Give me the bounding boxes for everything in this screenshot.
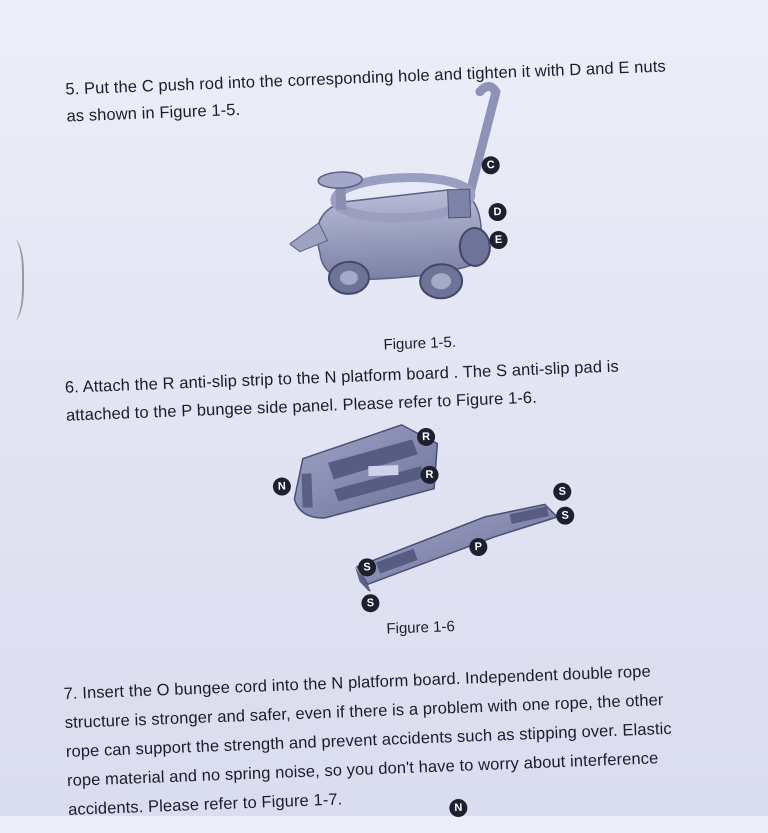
label-s-bottom-badge: S — [361, 594, 380, 613]
step7-line3: rope can support the strength and prevent accidents such as stipping over. Elastic — [65, 719, 673, 762]
label-n-badge: N — [273, 477, 292, 496]
label-r-top-badge: R — [417, 428, 436, 447]
step7-line5: accidents. Please refer to Figure 1-7. — [67, 790, 343, 819]
figure-1-6-caption: Figure 1-6 — [386, 618, 456, 638]
step7-line1: 7. Insert the O bungee cord into the N platform board. Independent double rope — [63, 662, 652, 704]
label-n-figure-1-7-badge: N — [449, 799, 468, 818]
label-s-mid-badge: S — [358, 558, 377, 577]
figure-1-5-caption: Figure 1-5. — [383, 333, 457, 354]
figure-1-5-car-illustration — [283, 74, 552, 314]
label-c-badge: C — [481, 156, 500, 175]
step5-line1: 5. Put the C push rod into the corresponding hole and tighten it with D and E nuts — [65, 57, 667, 99]
label-e-badge: E — [489, 231, 508, 250]
label-s-right2-badge: S — [556, 506, 575, 525]
label-s-right1-badge: S — [553, 482, 572, 501]
step6-line2: attached to the P bungee side panel. Please refer to Figure 1-6. — [65, 388, 538, 425]
label-p-badge: P — [469, 538, 488, 557]
label-d-badge: D — [488, 203, 507, 222]
step6-line1: 6. Attach the R anti-slip strip to the N platform board . The S anti-slip pad is — [64, 357, 620, 397]
label-r-bottom-badge: R — [420, 466, 439, 485]
step5-line2: as shown in Figure 1-5. — [66, 100, 241, 126]
step7-line2: structure is stronger and safer, even if there is a problem with one rope, the other — [64, 691, 664, 733]
step7-line4: rope material and no spring noise, so you don't have to worry about interference — [66, 749, 659, 790]
